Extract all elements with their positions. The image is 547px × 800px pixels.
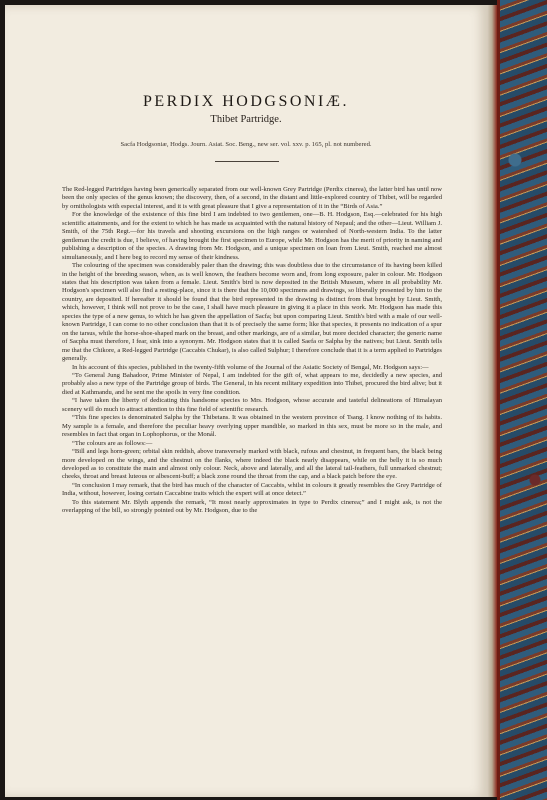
synonym-reference: Sacfa Hodgsoniæ, Hodgs. Journ. Asiat. Soc. Beng., new ser. vol. xxv. p. 165, pl. not numbered. xyxy=(120,141,372,148)
paragraph: “The colours are as follows:— xyxy=(72,439,153,447)
marbled-binding xyxy=(497,0,547,800)
paragraph: In his account of this species, published in the twenty-fifth volume of the Journal of the Asiatic Society of Bengal, Mr. Hodgson says:— xyxy=(72,363,429,371)
paragraph: For the knowledge of the existence of this fine bird I am indebted to two gentlemen, one—B. H. Hodgson, Esq.—celebrated for his high scientific attainments, and for the extent to which he has made us acquainted with the natural history of Nepaul; and the other—Lieut. William J. Smith, of the 75th Regt.—for his travels and shooting excursions on the high ranges or watershed of North-western India. To the latter gentleman the credit is due, I believe, of having brought the first specimen to Europe, while Mr. Hodgson has the merit of priority in naming and publishing a description of the species. A drawing from Mr. Hodgson, and a unique specimen on loan from Lieut. Smith, reached me almost simultaneously, and I here beg to record my sense of their kindness. xyxy=(62,211,442,261)
paragraph: “I have taken the liberty of dedicating this handsome species to Mrs. Hodgson, whose accurate and tasteful delineations of Himalayan scenery will do much to attract attention to this fine field of scientific research. xyxy=(62,397,442,413)
title-rule xyxy=(215,161,279,162)
paragraph: The colouring of the specimen was considerably paler than the drawing; this was doubtless due to the circumstance of its having been killed in the height of the breeding season, when, as is well known, the feathers become worn and, from long exposure, paler in colour. Mr. Hodgson states that his description was taken from a female. Lieut. Smith's bird is now deposited in the British Museum, where in all probability Mr. Hodgson's specimen will also find a resting-place, since it is there that the 10,000 specimens and drawings, so liberally presented by him to the country, are deposited. If hereafter it should be found that the bird represented in the drawing is distinct from that brought by Lieut. Smith, which, however, I think will not prove to be the case, I shall have much pleasure in giving it a place in this work. Mr. Hodgson has made this species the type of a new genus, to which he has given the appellation of Sacfa; but upon comparing Lieut. Smith's bird with a male of our well-known Partridge, I can come to no other conclusion than that it is of precisely the same form; like that species, it presents no indication of a spur on the tarsus, while the horse-shoe-shaped mark on the breast, and other markings, are of a similar, but more decided character; the generic name of Sacpha must therefore, I fear, sink into a synonym. Mr. Hodgson states that it is called Saefa or Salpha by the natives; but Lieut. Smith tells me that the Chikore, a Red-legged Partridge (Caccabis Chukar), is also called Sulphur; I therefore conclude that it is a term applied to Partridges generally. xyxy=(62,262,442,363)
paragraph: “In conclusion I may remark, that the bird has much of the character of Caccabis, whilst in colours it greatly resembles the Grey Partridge of India, without, however, losing certain Caccabine traits which the expert will at once detect.” xyxy=(62,481,442,498)
page-title: PERDIX HODGSONIÆ. xyxy=(142,93,350,110)
body-text xyxy=(62,186,442,516)
page-edge xyxy=(487,5,497,797)
paragraph: “Bill and legs horn-green; orbital skin reddish, above transversely marked with black, rufous and chestnut, in frequent bars, the black being more developed on the wings, and the chestnut on the flanks, where indeed the black nearly disappears, while on the belly it is so much developed as to constitute the main and almost only colour. Neck, above and laterally, and all the lateral tail-feathers, full unmarked chestnut; cheeks, throat and breast luteous or albescent-buff; a black zone round the throat from the cap, and a black patch before the eye. xyxy=(62,448,442,481)
paragraph: To this statement Mr. Blyth appends the remark, “It most nearly approximates in type to Perdix cinerea;” and I might ask, is not the overlapping of the bill, so strongly pointed out by Mr. Hodgson, due to the xyxy=(62,498,442,515)
paragraph: The Red-legged Partridges having been generically separated from our well-known Grey Partridge (Perdix cinerea), the latter bird has until now been the only species of the genus known; the discovery, then, of a second, in the distant and little-explored country of Thibet, will be regarded by ornithologists with especial interest, and it is with great pleasure that I give a representation of it in the “Birds of Asia.” xyxy=(62,186,442,210)
book-page xyxy=(5,5,487,797)
page-subtitle: Thibet Partridge. xyxy=(210,114,282,125)
paragraph: “To General Jung Bahadoor, Prime Minister of Nepal, I am indebted for the gift of, what appears to me, decidedly a new species, and probably also a new type of the Partridge group of birds. The General, in his recent military expedition into Thibet, procured the bird alive; but it died at Kathmandu, and he sent me the spoils in very fine condition. xyxy=(62,371,442,396)
paragraph: “This fine species is denominated Salpha by the Thibetans. It was obtained in the western province of Tsang. I know nothing of its habits. My sample is a female, and therefore the peculiar heavy overlying upper mandible, so marked in this sex, must be more so in the male, and resembles in fact that organ in Lophophorus, or the Monál. xyxy=(62,414,442,439)
